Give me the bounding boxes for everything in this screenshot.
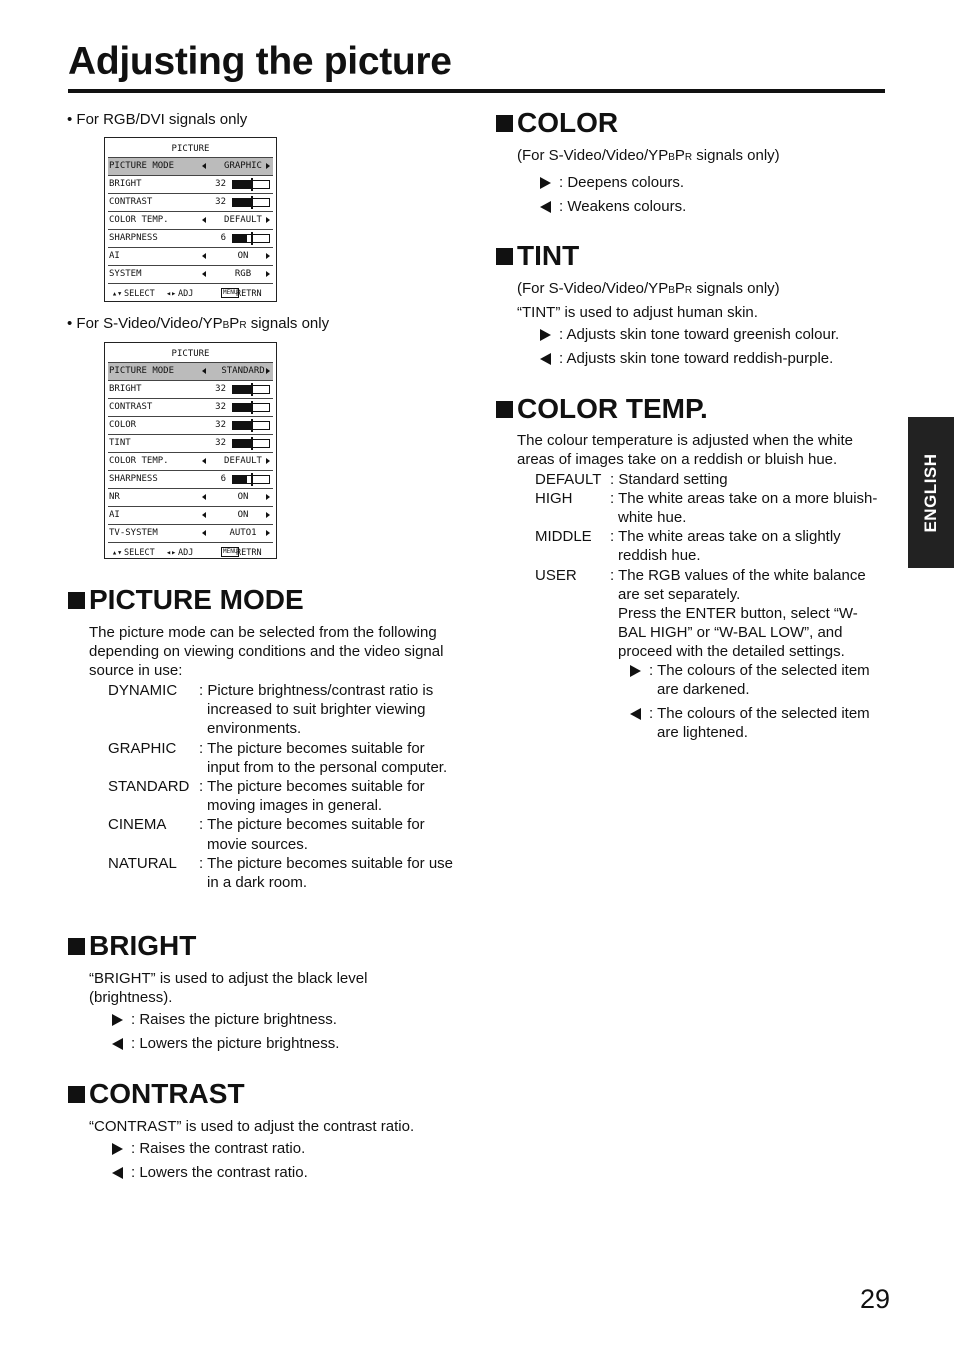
- osd-row-value: AUTO1: [229, 528, 257, 538]
- osd-row: [108, 362, 273, 380]
- square-bullet-icon: [68, 938, 85, 955]
- left-arrow-icon: [630, 708, 641, 720]
- osd-row-number: 6: [220, 474, 226, 484]
- osd-row-label: BRIGHT: [109, 384, 142, 394]
- osd-row: [108, 488, 273, 506]
- menu-key-icon: MENU: [223, 289, 238, 296]
- level-bar: [232, 403, 270, 412]
- page-number: 29: [860, 1284, 891, 1314]
- osd-row: [108, 470, 273, 488]
- osd-row-value: ON: [237, 251, 249, 261]
- heading-tint: TINT: [496, 240, 579, 272]
- osd-row-label: PICTURE MODE: [109, 161, 175, 171]
- osd-row-number: 32: [215, 420, 226, 430]
- note-rgb: • For RGB/DVI signals only: [67, 111, 248, 128]
- heading-color: COLOR: [496, 107, 618, 139]
- picture-mode-desc: : The picture becomes suitable for use in a dark room.: [199, 854, 454, 892]
- heading-bright: BRIGHT: [68, 930, 196, 962]
- picture-mode-desc: : Picture brightness/contrast ratio is increased to suit brighter viewing environments.: [199, 682, 434, 738]
- level-bar: [232, 385, 270, 394]
- left-arrow-icon: [540, 201, 551, 213]
- picture-mode-item: [108, 739, 460, 777]
- right-arrow-icon: [112, 1014, 123, 1026]
- osd-row: [108, 229, 273, 247]
- left-arrow-icon: [202, 271, 206, 277]
- right-arrow-icon: [266, 458, 270, 464]
- osd-row-value: RGB: [234, 269, 252, 279]
- osd-row-label: SHARPNESS: [109, 474, 158, 484]
- osd-row: [108, 211, 273, 229]
- color-temp-middle: MIDDLE : The white areas take on a slightly reddish hue.: [535, 528, 841, 565]
- menu-key-icon: MENU: [223, 548, 238, 555]
- level-bar: [232, 198, 270, 207]
- osd-row-label: CONTRAST: [109, 402, 153, 412]
- level-bar-center-mark: [251, 383, 253, 396]
- right-arrow-icon: [266, 512, 270, 518]
- color-temp-user-instructions: Press the ENTER button, select “W-BAL HIGH” or “W-BAL LOW”, and proceed with the detailed settings.: [618, 605, 858, 661]
- color-right-item: : Deepens colours.: [540, 173, 684, 192]
- color-temp-intro: The colour temperature is adjusted when the white areas of images take on a reddish or bluish hue.: [517, 432, 854, 469]
- bright-right-item: : Raises the picture brightness.: [112, 1010, 337, 1029]
- level-bar-fill: [233, 235, 247, 242]
- picture-mode-key: CINEMA: [108, 816, 167, 834]
- osd-row: [108, 175, 273, 193]
- right-arrow-icon: [266, 271, 270, 277]
- contrast-right-item: : Raises the contrast ratio.: [112, 1139, 305, 1158]
- right-arrow-icon: [266, 253, 270, 259]
- osd-row-label: AI: [109, 251, 120, 261]
- osd-row-number: 32: [215, 402, 226, 412]
- level-bar: [232, 421, 270, 430]
- level-bar-fill: [233, 476, 247, 483]
- left-arrow-icon: [202, 458, 206, 464]
- osd-row-value: ON: [237, 510, 249, 520]
- language-tab: [908, 417, 954, 568]
- osd-row-number: 6: [220, 233, 226, 243]
- tint-intro: “TINT” is used to adjust human skin.: [517, 304, 758, 321]
- picture-mode-key: STANDARD: [108, 778, 190, 796]
- square-bullet-icon: [496, 401, 513, 418]
- osd-row: [108, 416, 273, 434]
- left-arrow-icon: [202, 512, 206, 518]
- level-bar-center-mark: [251, 473, 253, 486]
- osd-row-value: DEFAULT: [224, 456, 262, 466]
- color-temp-high: HIGH : The white areas take on a more bluish-white hue.: [535, 490, 878, 527]
- osd-row-number: 32: [215, 384, 226, 394]
- heading-contrast: CONTRAST: [68, 1078, 245, 1110]
- tint-left-item: : Adjusts skin tone toward reddish-purple.: [540, 349, 833, 368]
- right-arrow-icon: [266, 368, 270, 374]
- picture-mode-desc: : The picture becomes suitable for input from to the personal computer.: [199, 739, 448, 776]
- picture-mode-key: GRAPHIC: [108, 739, 177, 757]
- color-temp-right-item: : The colours of the selected item are darkened.: [630, 661, 870, 699]
- contrast-left-item: : Lowers the contrast ratio.: [112, 1163, 308, 1182]
- level-bar-fill: [233, 181, 251, 188]
- language-tab-label: ENGLISH: [921, 452, 940, 533]
- color-temp-left-item: : The colours of the selected item are lightened.: [630, 704, 870, 742]
- heading-picture-mode: PICTURE MODE: [68, 584, 304, 616]
- osd-row: [108, 524, 273, 542]
- level-bar-fill: [233, 386, 251, 393]
- level-bar: [232, 180, 270, 189]
- level-bar-center-mark: [251, 196, 253, 209]
- osd-menu-svideo: [104, 342, 277, 559]
- page-title: Adjusting the picture: [68, 40, 452, 83]
- osd-row: [108, 265, 273, 283]
- heading-color-temp: COLOR TEMP.: [496, 393, 708, 425]
- note-svideo: • For S-Video/Video/YPBPR signals only: [67, 315, 330, 332]
- osd-row-label: NR: [109, 492, 120, 502]
- picture-mode-item: [108, 854, 460, 892]
- adjust-icon: ◂▸: [166, 548, 177, 558]
- osd-row-label: BRIGHT: [109, 179, 142, 189]
- osd-row-value: GRAPHIC: [224, 161, 262, 171]
- adjust-icon: ◂▸: [166, 289, 177, 299]
- osd-row-value: STANDARD: [221, 366, 265, 376]
- level-bar-fill: [233, 404, 251, 411]
- level-bar-center-mark: [251, 178, 253, 191]
- picture-mode-item: [108, 777, 460, 815]
- picture-mode-item: [108, 815, 460, 853]
- bright-intro: “BRIGHT” is used to adjust the black level (brightness).: [89, 970, 368, 1007]
- osd-row-label: AI: [109, 510, 120, 520]
- picture-mode-key: NATURAL: [108, 854, 177, 872]
- level-bar-center-mark: [251, 437, 253, 450]
- picture-mode-item: [108, 681, 460, 739]
- osd-row: [108, 506, 273, 524]
- osd-row-label: CONTRAST: [109, 197, 153, 207]
- tint-note: (For S-Video/Video/YPBPR signals only): [517, 280, 780, 297]
- osd-foot-retrn: RETRN: [236, 289, 262, 299]
- right-arrow-icon: [112, 1143, 123, 1155]
- left-arrow-icon: [202, 368, 206, 374]
- picture-mode-desc: : The picture becomes suitable for movie sources.: [199, 816, 425, 853]
- right-arrow-icon: [540, 177, 551, 189]
- right-arrow-icon: [540, 329, 551, 341]
- square-bullet-icon: [496, 248, 513, 265]
- right-arrow-icon: [266, 163, 270, 169]
- left-arrow-icon: [202, 530, 206, 536]
- level-bar: [232, 475, 270, 484]
- osd-row-label: TV-SYSTEM: [109, 528, 158, 538]
- left-arrow-icon: [202, 494, 206, 500]
- select-icon: ▴▾: [112, 548, 123, 558]
- left-arrow-icon: [112, 1038, 123, 1050]
- osd-footer: [108, 542, 273, 563]
- square-bullet-icon: [68, 592, 85, 609]
- level-bar: [232, 234, 270, 243]
- right-arrow-icon: [266, 530, 270, 536]
- left-arrow-icon: [202, 163, 206, 169]
- square-bullet-icon: [68, 1086, 85, 1103]
- osd-title: PICTURE: [171, 349, 210, 359]
- picture-mode-list: [108, 681, 460, 892]
- left-arrow-icon: [202, 253, 206, 259]
- osd-row-label: SYSTEM: [109, 269, 142, 279]
- osd-row: [108, 157, 273, 175]
- osd-row: [108, 398, 273, 416]
- osd-row-number: 32: [215, 438, 226, 448]
- level-bar-center-mark: [251, 419, 253, 432]
- osd-foot-select: SELECT: [124, 548, 155, 558]
- osd-foot-adj: ADJ: [178, 548, 194, 558]
- contrast-intro: “CONTRAST” is used to adjust the contrast ratio.: [89, 1118, 415, 1135]
- left-arrow-icon: [540, 353, 551, 365]
- osd-row-number: 32: [215, 197, 226, 207]
- tint-right-item: : Adjusts skin tone toward greenish colour.: [540, 325, 839, 344]
- osd-foot-select: SELECT: [124, 289, 155, 299]
- left-arrow-icon: [202, 217, 206, 223]
- osd-row: [108, 434, 273, 452]
- select-icon: ▴▾: [112, 289, 123, 299]
- title-rule: [68, 89, 885, 93]
- color-temp-user: USER : The RGB values of the white balance are set separately.: [535, 567, 866, 604]
- osd-row-label: COLOR: [109, 420, 137, 430]
- osd-row-label: COLOR TEMP.: [109, 215, 169, 225]
- osd-title: PICTURE: [171, 144, 210, 154]
- right-arrow-icon: [266, 217, 270, 223]
- osd-foot-retrn: RETRN: [236, 548, 262, 558]
- left-arrow-icon: [112, 1167, 123, 1179]
- right-arrow-icon: [266, 494, 270, 500]
- osd-row-label: COLOR TEMP.: [109, 456, 169, 466]
- level-bar-center-mark: [251, 232, 253, 245]
- osd-row-label: TINT: [109, 438, 131, 448]
- color-left-item: : Weakens colours.: [540, 197, 686, 216]
- osd-row: [108, 193, 273, 211]
- level-bar-center-mark: [251, 401, 253, 414]
- osd-menu-rgb: [104, 137, 277, 302]
- osd-row: [108, 452, 273, 470]
- level-bar-fill: [233, 199, 251, 206]
- osd-footer: [108, 283, 273, 304]
- osd-row: [108, 247, 273, 265]
- osd-row-label: PICTURE MODE: [109, 366, 175, 376]
- picture-mode-intro: The picture mode can be selected from the following depending on viewing conditions and the video signal source in use:: [89, 624, 444, 680]
- square-bullet-icon: [496, 115, 513, 132]
- color-temp-default: DEFAULT : Standard setting: [535, 471, 728, 488]
- level-bar-fill: [233, 422, 251, 429]
- osd-row-value: ON: [237, 492, 249, 502]
- level-bar: [232, 439, 270, 448]
- picture-mode-key: DYNAMIC: [108, 682, 178, 699]
- bright-left-item: : Lowers the picture brightness.: [112, 1034, 339, 1053]
- right-arrow-icon: [630, 665, 641, 677]
- level-bar-fill: [233, 440, 251, 447]
- osd-row-label: SHARPNESS: [109, 233, 158, 243]
- color-note: (For S-Video/Video/YPBPR signals only): [517, 147, 780, 164]
- picture-mode-desc: : The picture becomes suitable for moving images in general.: [199, 778, 425, 815]
- osd-row-value: DEFAULT: [224, 215, 262, 225]
- osd-row-number: 32: [215, 179, 226, 189]
- osd-row: [108, 380, 273, 398]
- osd-foot-adj: ADJ: [178, 289, 194, 299]
